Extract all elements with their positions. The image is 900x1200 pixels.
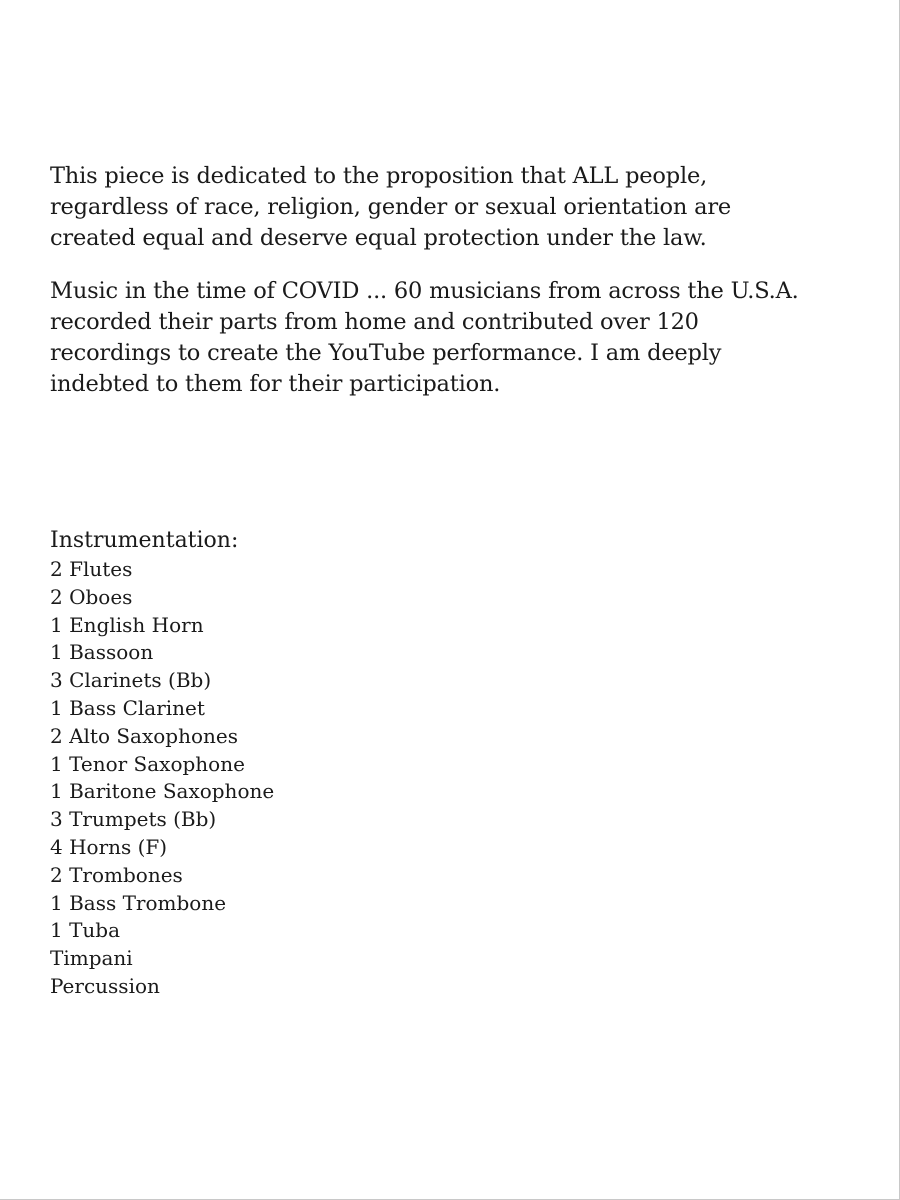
instrument-item: 1 Tenor Saxophone <box>50 751 245 776</box>
instrumentation-list <box>50 556 274 1001</box>
instrument-item: 1 English Horn <box>50 612 204 637</box>
instrument-item: 1 Bassoon <box>50 640 154 665</box>
instrument-item: Timpani <box>50 946 133 971</box>
instrumentation-heading: Instrumentation: <box>50 528 239 553</box>
instrument-item: 3 Trumpets (Bb) <box>50 807 217 832</box>
instrument-item: 2 Trombones <box>50 862 183 887</box>
instrument-item: 1 Baritone Saxophone <box>50 779 275 804</box>
instrument-item: 2 Flutes <box>50 557 133 581</box>
instrument-item: 1 Tuba <box>50 918 121 943</box>
instrument-item: 2 Oboes <box>50 584 133 609</box>
instrument-item: 4 Horns (F) <box>50 834 168 859</box>
dedication-paragraph: This piece is dedicated to the proposition that ALL people, regardless of race, religion, gender or sexual orientation are created equal and deserve equal protection under the law. <box>50 163 731 251</box>
covid-note-paragraph: Music in the time of COVID ... 60 musicians from across the U.S.A. recorded their parts from home and contributed over 120 recordings to create the YouTube performance. I am deeply indebted to them for their participation. <box>50 278 799 397</box>
instrument-item: 1 Bass Trombone <box>50 890 227 915</box>
instrument-item: 2 Alto Saxophones <box>50 723 239 748</box>
instrument-item: 1 Bass Clarinet <box>50 695 205 720</box>
instrument-item: 3 Clarinets (Bb) <box>50 668 212 693</box>
instrument-item: Percussion <box>50 973 160 998</box>
